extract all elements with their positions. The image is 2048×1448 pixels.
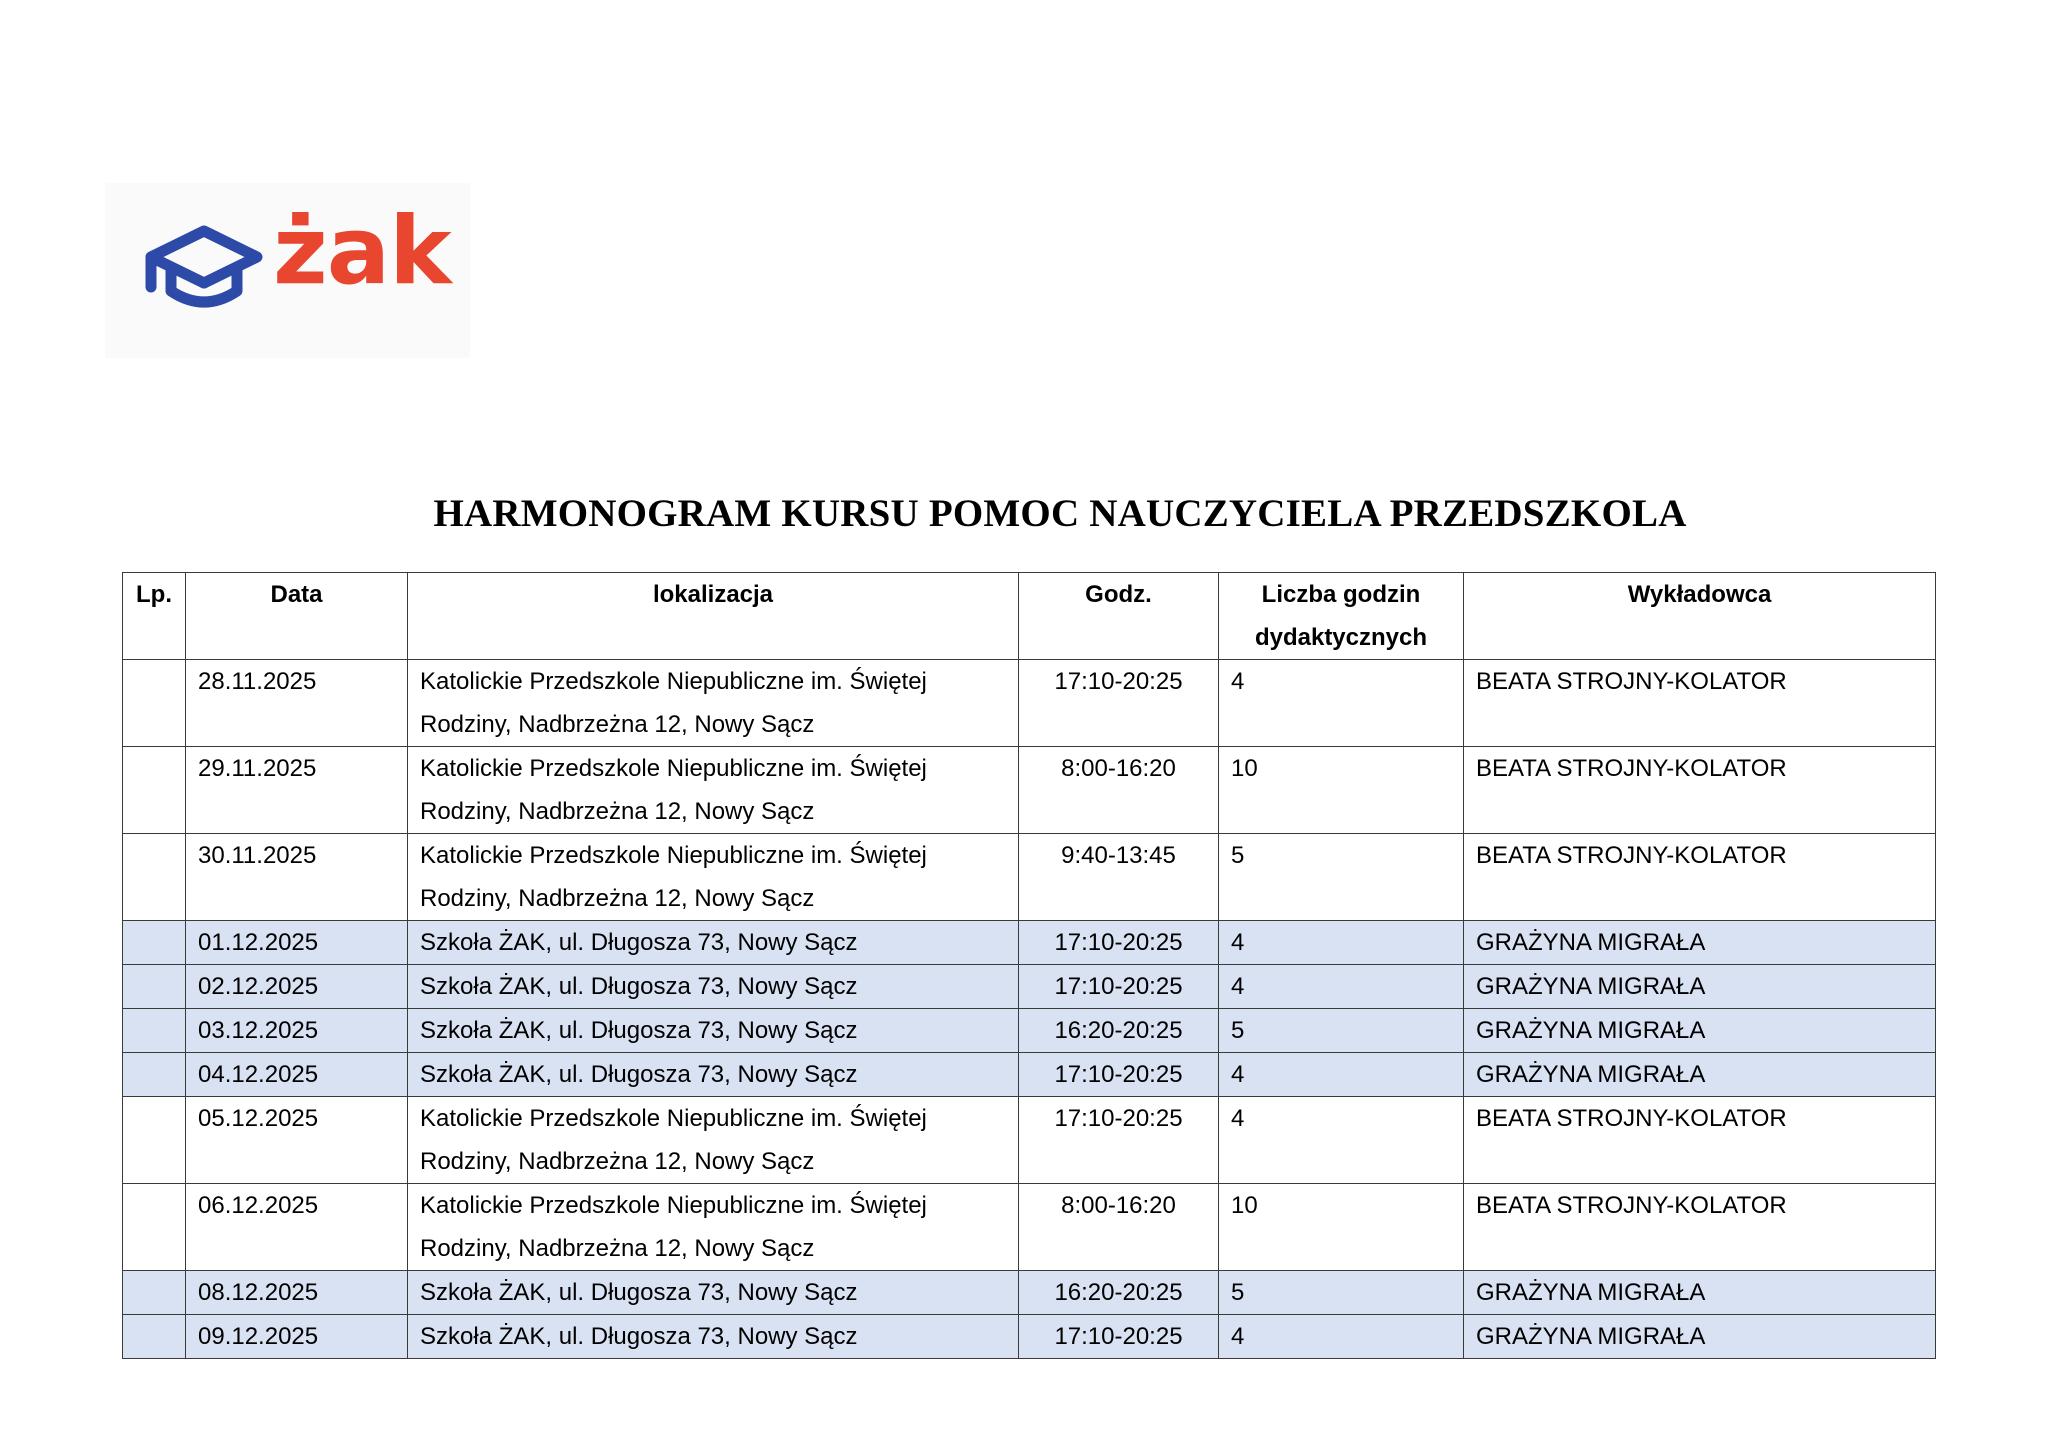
cell-wykladowca: GRAŻYNA MIGRAŁA: [1464, 1315, 1936, 1359]
cell-godz: 16:20-20:25: [1019, 1009, 1219, 1053]
cell-godz: 17:10-20:25: [1019, 660, 1219, 747]
cell-liczba: 5: [1219, 834, 1464, 921]
cell-liczba: 4: [1219, 1097, 1464, 1184]
cell-godz: 17:10-20:25: [1019, 921, 1219, 965]
cell-godz: 8:00-16:20: [1019, 1184, 1219, 1271]
cell-godz: 9:40-13:45: [1019, 834, 1219, 921]
table-row: [123, 1184, 1936, 1271]
cell-data: 01.12.2025: [186, 921, 408, 965]
cell-godz: 17:10-20:25: [1019, 1097, 1219, 1184]
cell-lokalizacja: Katolickie Przedszkole Niepubliczne im. Świętej Rodziny, Nadbrzeżna 12, Nowy Sącz: [408, 747, 1019, 834]
cell-liczba: 4: [1219, 1053, 1464, 1097]
cell-wykladowca: GRAŻYNA MIGRAŁA: [1464, 921, 1936, 965]
cell-data: 02.12.2025: [186, 965, 408, 1009]
cell-lokalizacja: Szkoła ŻAK, ul. Długosza 73, Nowy Sącz: [408, 921, 1019, 965]
cell-lokalizacja: Szkoła ŻAK, ul. Długosza 73, Nowy Sącz: [408, 1053, 1019, 1097]
cell-lp: [123, 1315, 186, 1359]
cell-liczba: 5: [1219, 1271, 1464, 1315]
header-lokalizacja: lokalizacja: [408, 573, 1019, 660]
cell-wykladowca: GRAŻYNA MIGRAŁA: [1464, 1271, 1936, 1315]
cell-godz: 17:10-20:25: [1019, 1053, 1219, 1097]
cell-wykladowca: BEATA STROJNY-KOLATOR: [1464, 1097, 1936, 1184]
table-row: [123, 1271, 1936, 1315]
cell-wykladowca: BEATA STROJNY-KOLATOR: [1464, 834, 1936, 921]
page-title: HARMONOGRAM KURSU POMOC NAUCZYCIELA PRZEDSZKOLA: [433, 492, 1687, 535]
cell-lp: [123, 660, 186, 747]
cell-lokalizacja: Katolickie Przedszkole Niepubliczne im. Świętej Rodziny, Nadbrzeżna 12, Nowy Sącz: [408, 834, 1019, 921]
cell-liczba: 4: [1219, 965, 1464, 1009]
table-row: [123, 1009, 1936, 1053]
cell-liczba: 10: [1219, 1184, 1464, 1271]
cell-wykladowca: BEATA STROJNY-KOLATOR: [1464, 1184, 1936, 1271]
cell-data: 09.12.2025: [186, 1315, 408, 1359]
cell-godz: 17:10-20:25: [1019, 1315, 1219, 1359]
cell-lp: [123, 834, 186, 921]
cell-lokalizacja: Katolickie Przedszkole Niepubliczne im. Świętej Rodziny, Nadbrzeżna 12, Nowy Sącz: [408, 660, 1019, 747]
cell-liczba: 4: [1219, 1315, 1464, 1359]
cell-lokalizacja: Katolickie Przedszkole Niepubliczne im. Świętej Rodziny, Nadbrzeżna 12, Nowy Sącz: [408, 1097, 1019, 1184]
cell-wykladowca: BEATA STROJNY-KOLATOR: [1464, 660, 1936, 747]
cell-data: 06.12.2025: [186, 1184, 408, 1271]
cell-lp: [123, 965, 186, 1009]
cell-lp: [123, 1184, 186, 1271]
cell-godz: 8:00-16:20: [1019, 747, 1219, 834]
table-body: [123, 660, 1936, 1359]
table-row: [123, 1097, 1936, 1184]
cell-data: 30.11.2025: [186, 834, 408, 921]
logo-wordmark: żak: [273, 197, 451, 306]
header-lp: Lp.: [123, 573, 186, 660]
zak-logo: [105, 183, 470, 358]
cell-liczba: 5: [1219, 1009, 1464, 1053]
cell-lp: [123, 1271, 186, 1315]
cell-lp: [123, 921, 186, 965]
table-header-row: [123, 573, 1936, 660]
cell-liczba: 10: [1219, 747, 1464, 834]
header-liczba: Liczba godzin dydaktycznych: [1219, 573, 1464, 660]
cell-liczba: 4: [1219, 660, 1464, 747]
cell-lokalizacja: Katolickie Przedszkole Niepubliczne im. Świętej Rodziny, Nadbrzeżna 12, Nowy Sącz: [408, 1184, 1019, 1271]
table-row: [123, 747, 1936, 834]
table-row: [123, 1053, 1936, 1097]
cell-data: 03.12.2025: [186, 1009, 408, 1053]
table-row: [123, 660, 1936, 747]
cell-lp: [123, 1097, 186, 1184]
cell-liczba: 4: [1219, 921, 1464, 965]
cell-data: 04.12.2025: [186, 1053, 408, 1097]
cell-wykladowca: GRAŻYNA MIGRAŁA: [1464, 1053, 1936, 1097]
cell-data: 08.12.2025: [186, 1271, 408, 1315]
cell-data: 28.11.2025: [186, 660, 408, 747]
cell-data: 29.11.2025: [186, 747, 408, 834]
table-row: [123, 834, 1936, 921]
table-row: [123, 921, 1936, 965]
table-row: [123, 1315, 1936, 1359]
cell-wykladowca: GRAŻYNA MIGRAŁA: [1464, 965, 1936, 1009]
schedule-table: [122, 572, 1936, 1359]
cell-data: 05.12.2025: [186, 1097, 408, 1184]
table-row: [123, 965, 1936, 1009]
header-wykladowca: Wykładowca: [1464, 573, 1936, 660]
header-data: Data: [186, 573, 408, 660]
cell-lokalizacja: Szkoła ŻAK, ul. Długosza 73, Nowy Sącz: [408, 1315, 1019, 1359]
cell-lp: [123, 747, 186, 834]
cell-godz: 16:20-20:25: [1019, 1271, 1219, 1315]
header-godz: Godz.: [1019, 573, 1219, 660]
cell-wykladowca: GRAŻYNA MIGRAŁA: [1464, 1009, 1936, 1053]
cell-godz: 17:10-20:25: [1019, 965, 1219, 1009]
cell-lokalizacja: Szkoła ŻAK, ul. Długosza 73, Nowy Sącz: [408, 1271, 1019, 1315]
cell-lp: [123, 1053, 186, 1097]
cell-lp: [123, 1009, 186, 1053]
cell-lokalizacja: Szkoła ŻAK, ul. Długosza 73, Nowy Sącz: [408, 1009, 1019, 1053]
cell-lokalizacja: Szkoła ŻAK, ul. Długosza 73, Nowy Sącz: [408, 965, 1019, 1009]
cell-wykladowca: BEATA STROJNY-KOLATOR: [1464, 747, 1936, 834]
graduation-cap-icon: [145, 221, 263, 313]
